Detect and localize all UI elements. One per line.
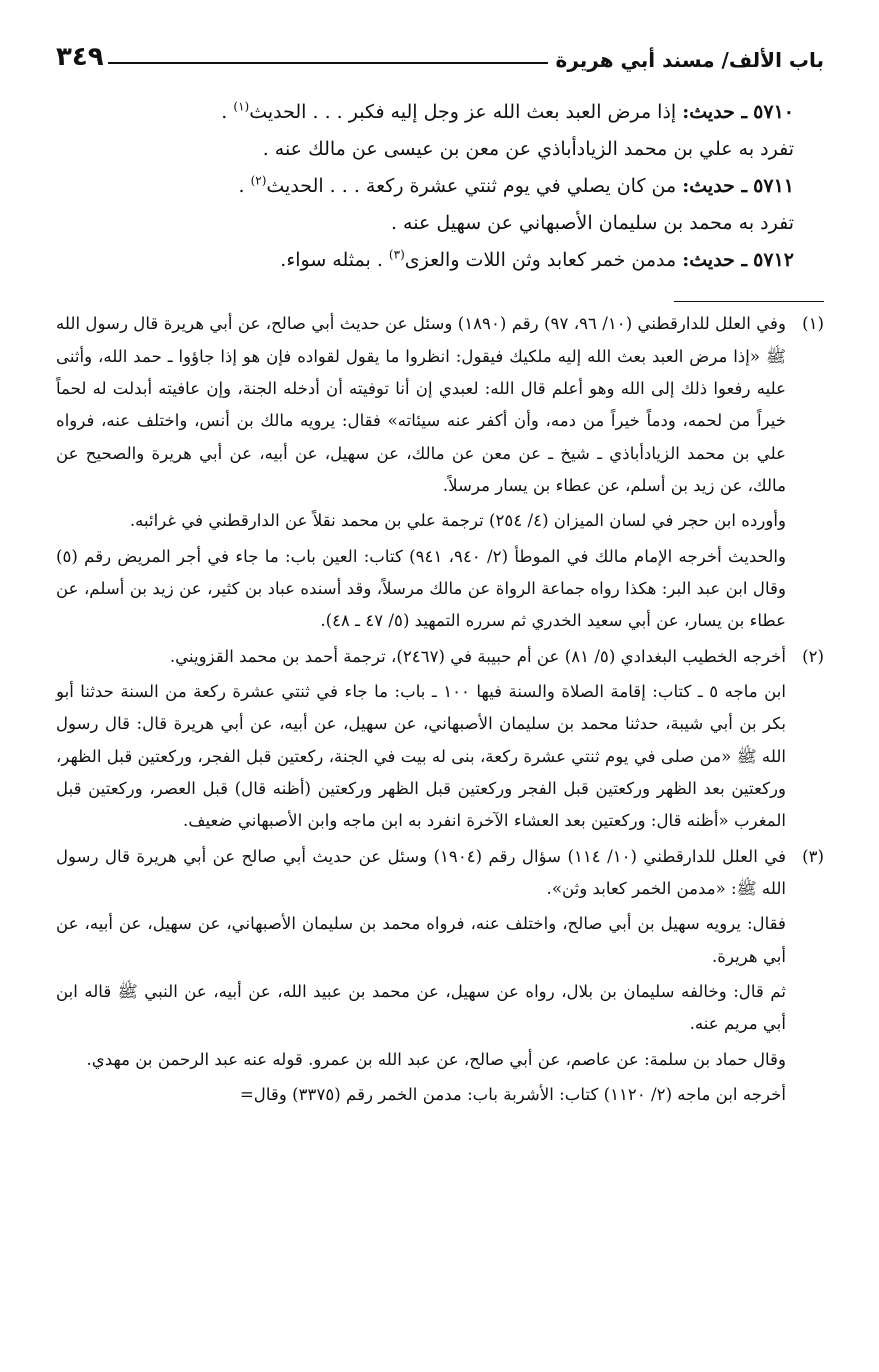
footnote-paragraph: أخرجه الخطيب البغدادي (٥/ ٨١) عن أم حبيبة في (٢٤٦٧)، ترجمة أحمد بن محمد القزويني. xyxy=(169,646,786,666)
footnote-ref: (٢) xyxy=(250,173,267,188)
hadith-end: . بمثله سواء. xyxy=(280,249,383,272)
footnote-paragraph: وفي العلل للدارقطني (١٠/ ٩٦، ٩٧) رقم (١٨٩٠) وسئل عن حديث أبي صالح، عن أبي هريرة قال رسول الله ﷺ «إذا مرض العبد بعث الله إليه ملكيك فيقول: انظروا ما يقول لقواده فإن هو إذا جاؤوا ـ حمد الله، وأثنى عليه رفعوا ذلك إلى الله وهو أعلم قال الله: لعبدي إن أنا توفيته أن أدخله الجنة، وإن عافيته أبدلت له لحماً خيراً من لحمه، ودماً خيراً من دمه، وأن أكفر عنه سيئاته» فقال: يرويه مالك بن أنس، واختلف عنه، فرواه علي بن محمد الزيادأباذي ـ شيخ ـ عن معن عن مالك، عن سهيل، عن أبيه، عن أبي هريرة والصحيح عن مالك، عن زيد بن أسلم، عن عطاء بن يسار مرسلاً. xyxy=(56,314,786,495)
footnote-number: (١) xyxy=(802,314,824,334)
footnote-paragraph: ثم قال: وخالفه سليمان بن بلال، رواه عن سهيل، عن محمد بن عبيد الله، عن أبيه، عن النبي ﷺ قاله ابن أبي مريم عنه. xyxy=(56,982,786,1034)
footnote-ref: (٣) xyxy=(388,247,405,262)
hadith-number: ٥٧١١ xyxy=(753,175,794,198)
footnote xyxy=(56,641,824,841)
book-page xyxy=(56,38,824,1358)
hadith-remark: تفرد به محمد بن سليمان الأصبهاني عن سهيل عنه . xyxy=(390,212,794,235)
footnote-ref: (١) xyxy=(233,99,250,114)
hadith-end: . xyxy=(238,175,245,198)
hadith-label: حديث: xyxy=(682,101,735,123)
footnote-divider xyxy=(674,301,824,302)
footnote-paragraph: وقال حماد بن سلمة: عن عاصم، عن أبي صالح، عن عبد الله بن عمرو. قوله عنه عبد الرحمن بن مهدي. xyxy=(86,1049,786,1069)
running-header xyxy=(56,38,824,72)
hadith-entry: ٥٧١٠ ـ حديث: إذا مرض العبد بعث الله عز وجل إليه فكبر . . . الحديث$^{(١)}$ . xyxy=(221,99,794,123)
footnote xyxy=(56,308,824,640)
page-number: ٣٤٩ xyxy=(56,42,104,72)
hadith-label: حديث: xyxy=(682,249,735,272)
footnote-paragraph: فقال: يرويه سهيل بن أبي صالح، واختلف عنه، فرواه محمد بن سليمان الأصبهاني، عن سهيل، عن أبيه، عن أبي هريرة. xyxy=(56,914,786,966)
footnotes xyxy=(56,308,824,1114)
footnote-paragraph: وأورده ابن حجر في لسان الميزان (٤/ ٢٥٤) ترجمة علي بن محمد نقلاً عن الدارقطني في غرائبه. xyxy=(129,511,786,531)
hadith-end: . xyxy=(221,101,228,123)
footnote-paragraph: في العلل للدارقطني (١٠/ ١١٤) سؤال رقم (١٩٠٤) وسئل عن حديث أبي صالح عن أبي هريرة قال رسول الله ﷺ: «مدمن الخمر كعابد وثن». xyxy=(56,846,787,899)
header-title: باب الألف/ مسند أبي هريرة xyxy=(555,48,824,72)
hadith-remark: تفرد به علي بن محمد الزيادأباذي عن معن بن عيسى عن مالك عنه . xyxy=(262,138,794,161)
footnote xyxy=(56,841,824,1115)
hadith-entry: ٥٧١٢ ـ حديث: مدمن خمر كعابد وثن اللات والعزى$^{(٣)}$ . بمثله سواء. xyxy=(280,247,794,272)
main-text xyxy=(56,94,824,279)
hadith-number: ٥٧١٠ xyxy=(753,101,794,123)
hadith-text: من كان يصلي في يوم ثنتي عشرة ركعة . . . الحديث xyxy=(266,175,677,198)
header-rule xyxy=(108,62,548,64)
footnote-paragraph: والحديث أخرجه الإمام مالك في الموطأ (٢/ ٩٤٠، ٩٤١) كتاب: العين باب: ما جاء في أجر المريض رقم (٥) وقال ابن عبد البر: هكذا رواه جماعة الرواة عن مالك مرسلاً، وقد أسنده عباد بن كثير، عن زيد بن أسلم، عن عطاء بن يسار، عن أبي سعيد الخدري ثم سرره التمهيد (٥/ ٤٧ ـ ٤٨). xyxy=(56,546,787,631)
hadith-number: ٥٧١٢ xyxy=(753,249,794,272)
hadith-text: مدمن خمر كعابد وثن اللات والعزى xyxy=(404,249,677,272)
footnote-number: (٢) xyxy=(802,646,824,666)
footnote-paragraph: أخرجه ابن ماجه (٢/ ١١٢٠) كتاب: الأشربة باب: مدمن الخمر رقم (٣٣٧٥) وقال= xyxy=(239,1085,786,1105)
hadith-entry: ٥٧١١ ـ حديث: من كان يصلي في يوم ثنتي عشرة ركعة . . . الحديث$^{(٢)}$ . xyxy=(238,173,794,198)
footnote-number: (٣) xyxy=(802,846,824,866)
hadith-label: حديث: xyxy=(682,175,735,198)
footnote-paragraph: ابن ماجه ٥ ـ كتاب: إقامة الصلاة والسنة فيها ١٠٠ ـ باب: ما جاء في ثنتي عشرة ركعة من السنة حدثنا أبو بكر بن أبي شيبة، حدثنا محمد بن سليمان الأصبهاني، عن سهيل، عن أبيه، عن أبي هريرة قال: قال رسول الله ﷺ «من صلى في يوم ثنتي عشرة ركعة، بنى له بيت في الجنة، ركعتين قبل الفجر، وركعتين قبل الظهر، وركعتين بعد الظهر وركعتين قبل الفجر وركعتين قبل الظهر وركعتين (أظنه قال) قبل العصر، وركعتين قبل المغرب «أظنه قال: وركعتين بعد العشاء الآخرة انفرد به ابن ماجه وابن الأصبهاني ضعيف. xyxy=(56,682,787,831)
hadith-text: إذا مرض العبد بعث الله عز وجل إليه فكبر . . . الحديث xyxy=(249,101,677,123)
